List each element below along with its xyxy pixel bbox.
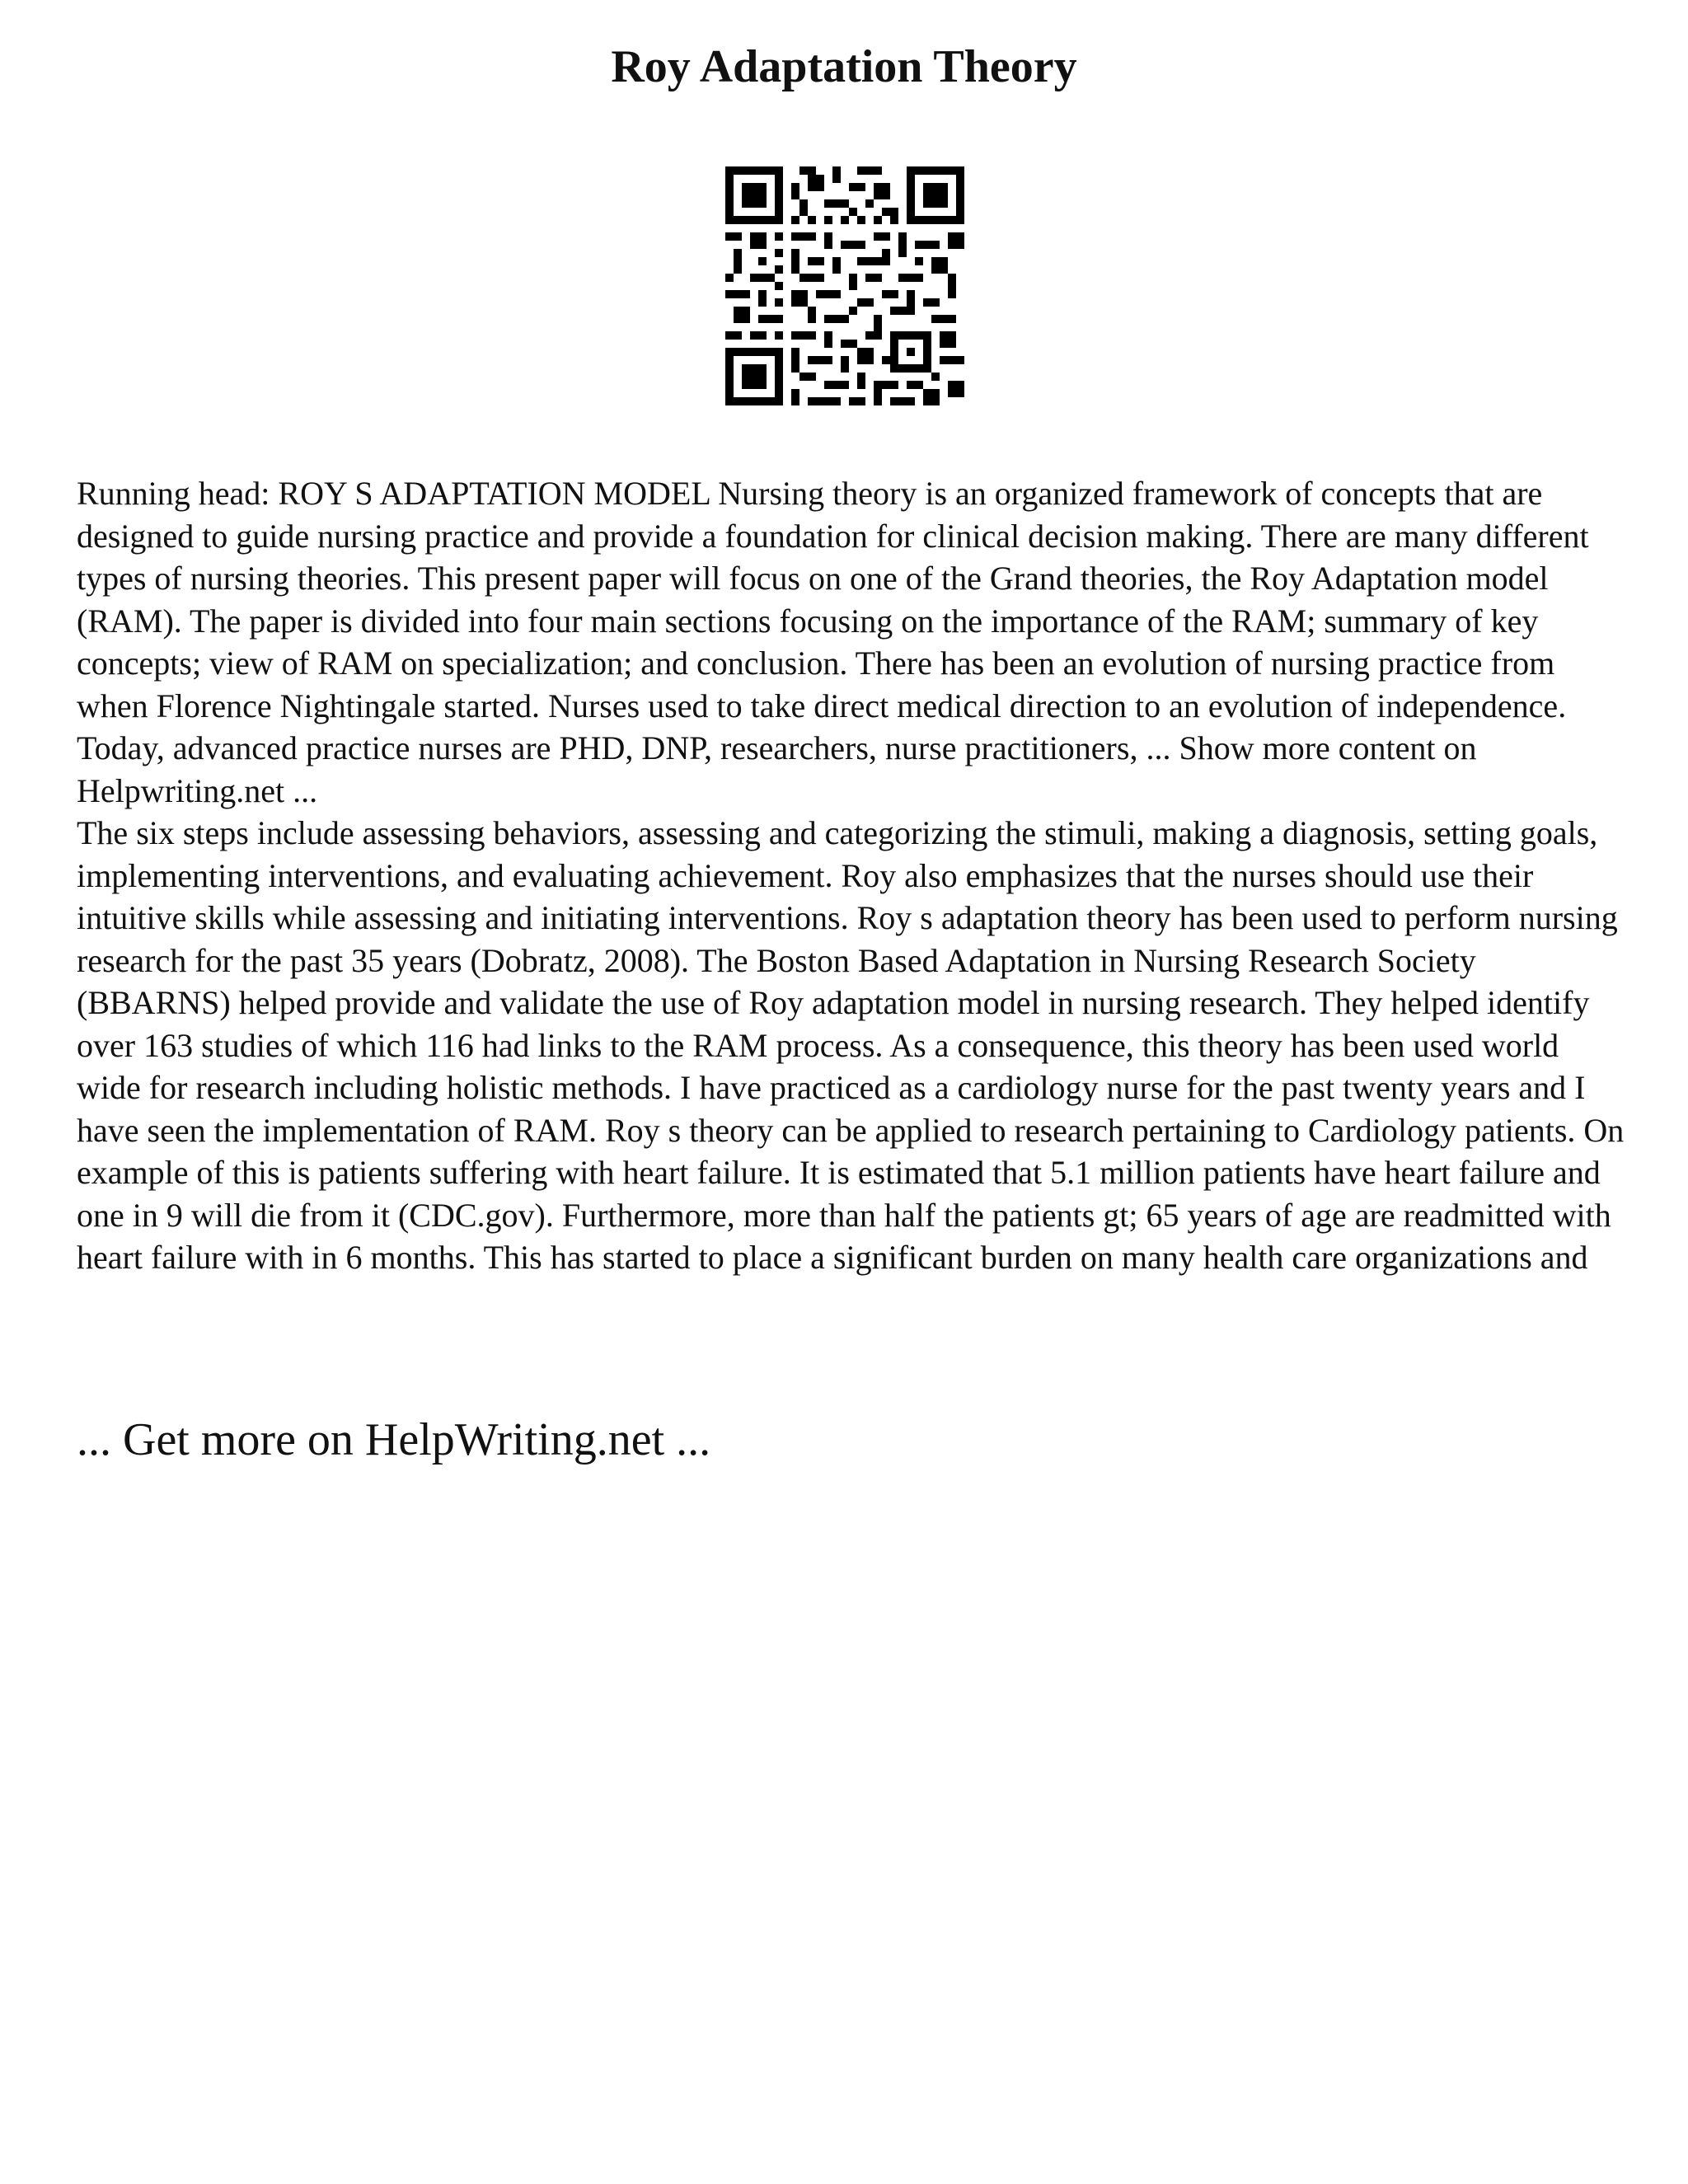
page-title: Roy Adaptation Theory bbox=[611, 41, 1077, 92]
qr-code-icon bbox=[725, 166, 964, 405]
paragraph: Running head: ROY S ADAPTATION MODEL Nursing theory is an organized framework of concepts that are designed to guide nursing practice and provide a foundation for clinical decision making. There are many different types of nursing theories. This present paper will focus on one of the Grand theories, the Roy Adaptation model (RAM). The paper is divided into four main sections focusing on the importance of the RAM; summary of key concepts; view of RAM on specialization; and conclusion. There has been an evolution of nursing practice from when Florence Nightingale started. Nurses used to take direct medical direction to an evolution of independence. Today, advanced practice nurses are PHD, DNP, researchers, nurse practitioners, ... Show more content on Helpwriting.net ... bbox=[77, 475, 1589, 809]
get-more-link[interactable]: ... Get more on HelpWriting.net ... bbox=[77, 1414, 711, 1465]
document-body bbox=[77, 472, 1626, 1279]
paragraph: The six steps include assessing behaviors, assessing and categorizing the stimuli, making a diagnosis, setting goals, implementing interventions, and evaluating achievement. Roy also emphasizes that the nurses should use their intuitive skills while assessing and initiating interventions. Roy s adaptation theory has been used to perform nursing research for the past 35 years (Dobratz, 2008). The Boston Based Adaptation in Nursing Research Society (BBARNS) helped provide and validate the use of Roy adaptation model in nursing research. They helped identify over 163 studies of which 116 had links to the RAM process. As a consequence, this theory has been used world wide for research including holistic methods. I have practiced as a cardiology nurse for the past twenty years and I have seen the implementation of RAM. Roy s theory can be applied to research pertaining to Cardiology patients. On example of this is patients suffering with heart failure. It is estimated that 5.1 million patients have heart failure and one in 9 will die from it (CDC.gov). Furthermore, more than half the patients gt; 65 years of age are readmitted with heart failure with in 6 months. This has started to place a significant burden on many health care organizations and bbox=[77, 814, 1625, 1276]
qr-code[interactable] bbox=[725, 166, 964, 405]
